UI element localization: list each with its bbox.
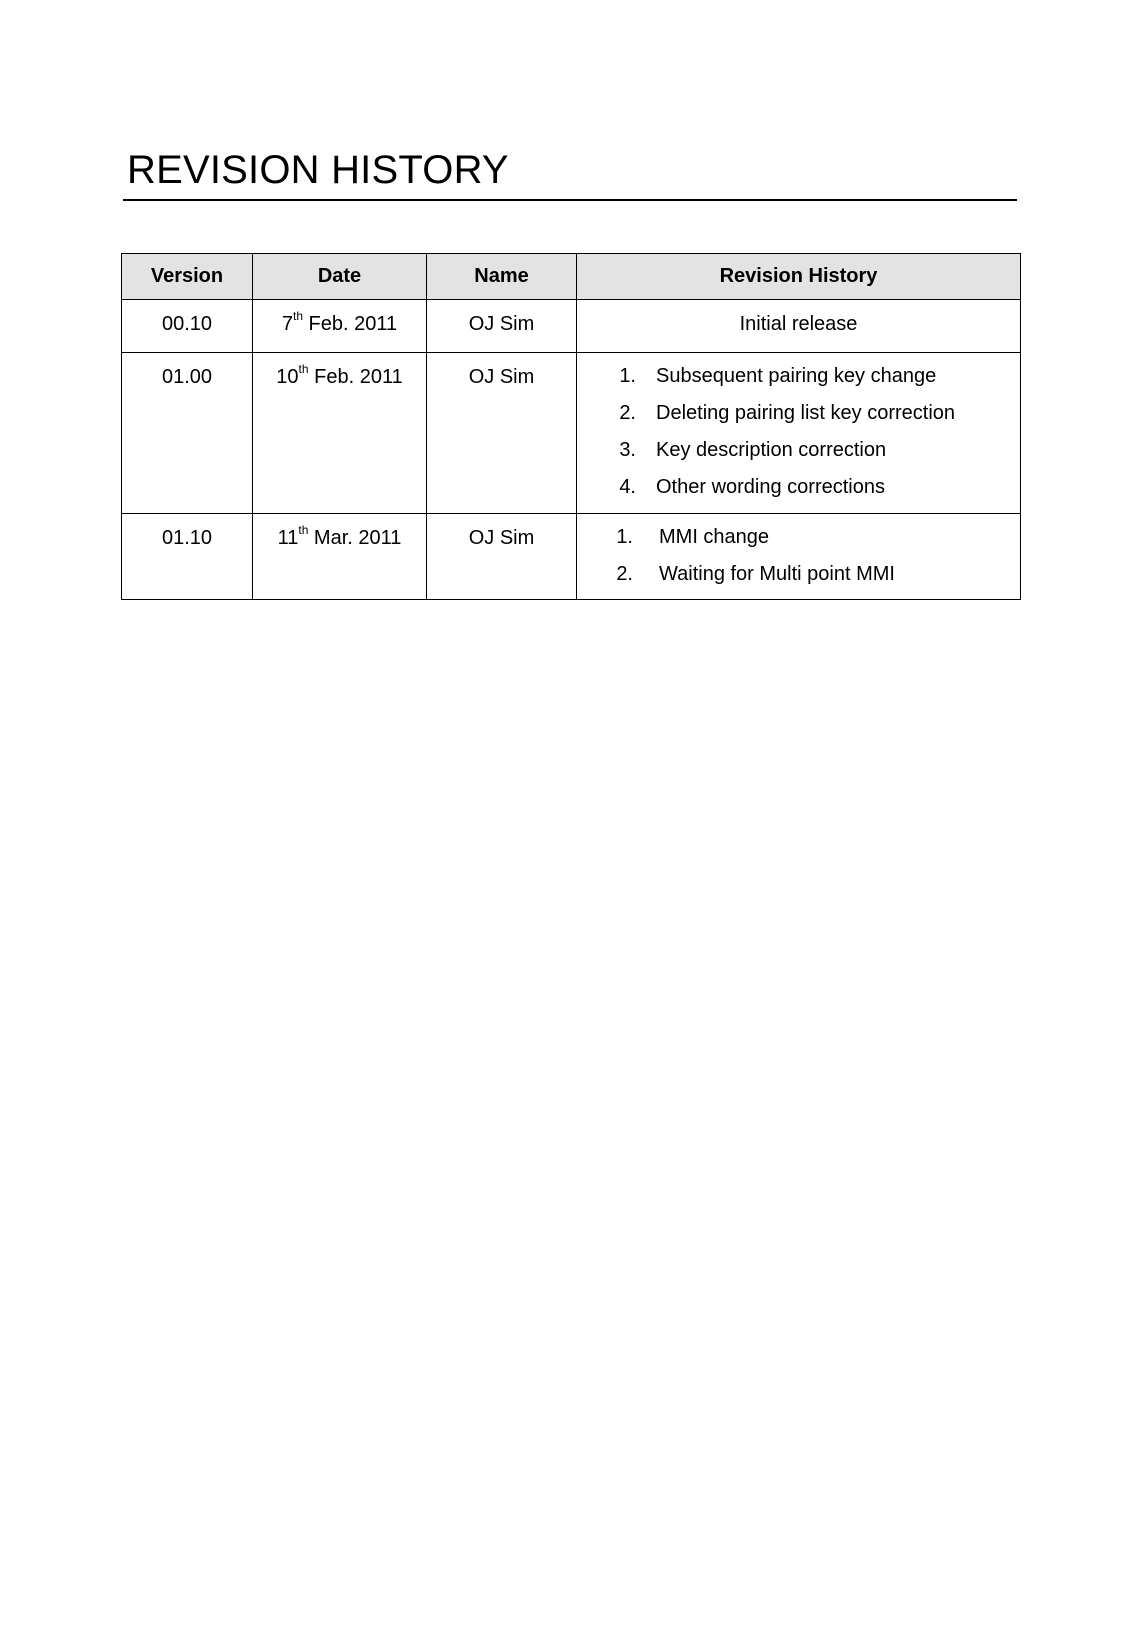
history-cell: Initial release xyxy=(577,300,1021,353)
date-cell: 10th Feb. 2011 xyxy=(253,353,427,514)
list-item: 3. Key description correction xyxy=(619,439,887,461)
version-cell: 00.10 xyxy=(122,300,253,353)
list-item: 4. Other wording corrections xyxy=(619,476,885,498)
name-cell: OJ Sim xyxy=(427,353,577,514)
page-title: REVISION HISTORY xyxy=(127,148,509,192)
header-revision-history: Revision History xyxy=(577,254,1021,300)
history-list xyxy=(577,353,1020,512)
list-item: 2. Deleting pairing list key correction xyxy=(619,402,956,424)
history-list xyxy=(577,514,1020,599)
table-header-row xyxy=(122,254,1021,300)
table-row xyxy=(122,353,1021,514)
header-date: Date xyxy=(253,254,427,300)
list-item: 1. MMI change xyxy=(616,526,770,548)
version-cell: 01.00 xyxy=(122,353,253,514)
header-name: Name xyxy=(427,254,577,300)
list-item: 2. Waiting for Multi point MMI xyxy=(616,563,895,585)
history-cell xyxy=(577,514,1021,600)
table-row xyxy=(122,514,1021,600)
list-item: 1. Subsequent pairing key change xyxy=(619,365,937,387)
date-cell: 7th Feb. 2011 xyxy=(253,300,427,353)
header-version: Version xyxy=(122,254,253,300)
name-cell: OJ Sim xyxy=(427,514,577,600)
date-cell: 11th Mar. 2011 xyxy=(253,514,427,600)
revision-history-table xyxy=(121,253,1021,600)
version-cell: 01.10 xyxy=(122,514,253,600)
name-cell: OJ Sim xyxy=(427,300,577,353)
title-divider xyxy=(123,199,1017,201)
history-cell xyxy=(577,353,1021,514)
table-row xyxy=(122,300,1021,353)
